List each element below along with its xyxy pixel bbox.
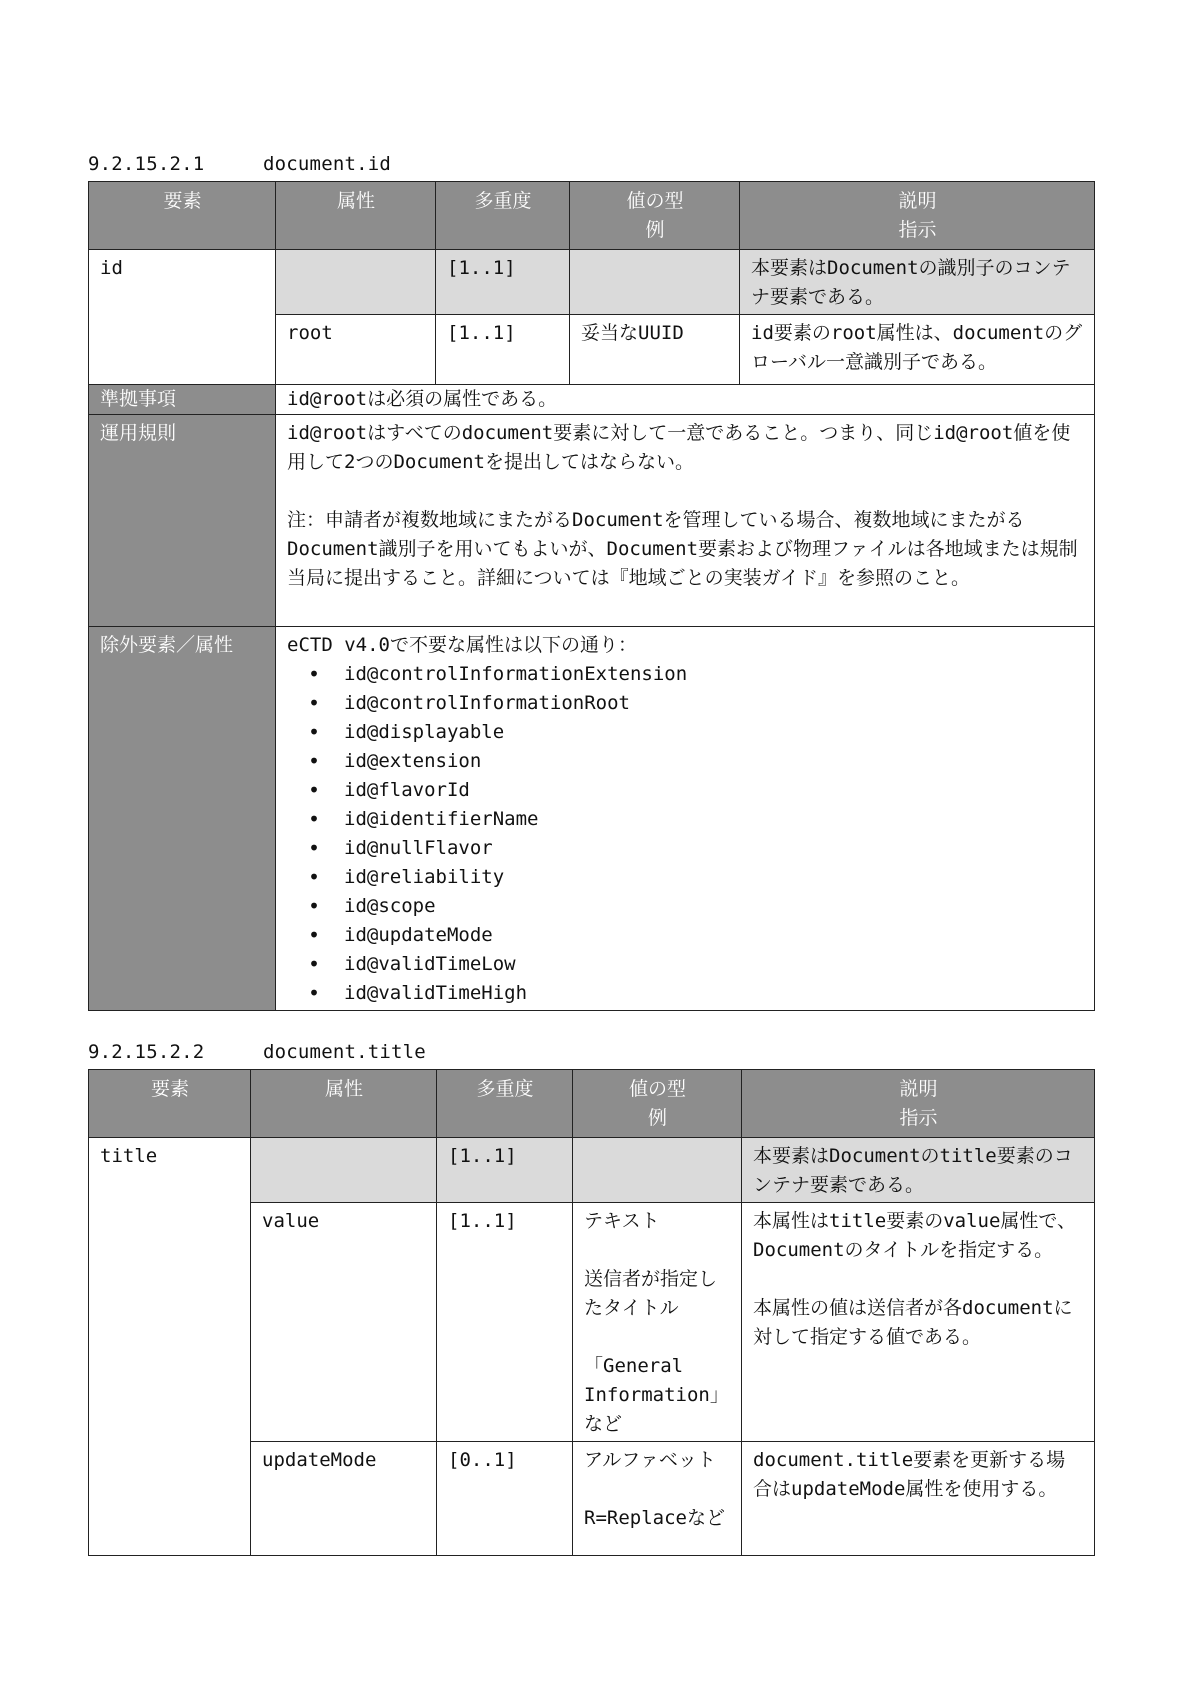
list-item: • id@identifierName (344, 805, 1084, 834)
rules-paragraph: id@rootはすべてのdocument要素に対して一意であること。つまり、同じid@root値を使用して2つのDocumentを提出してはならない。 (287, 422, 1071, 473)
list-item: • id@reliability (344, 863, 1084, 892)
header-instruction: 指示 (898, 219, 937, 241)
rules-row (89, 415, 1095, 627)
description-cell: 本要素はDocumentの識別子のコンテナ要素である。 (740, 250, 1095, 315)
value-type: テキスト (584, 1210, 660, 1232)
section-title: document.id (263, 153, 392, 175)
spec-table-document-title (88, 1069, 1095, 1556)
value-cell (573, 1203, 742, 1442)
header-attribute: 属性 (276, 182, 436, 250)
header-instruction: 指示 (899, 1107, 938, 1129)
attribute-cell: value (251, 1203, 437, 1442)
compliance-label: 準拠事項 (89, 385, 276, 415)
attribute-cell: updateMode (251, 1442, 437, 1556)
header-value-example: 例 (647, 1107, 667, 1129)
header-attribute: 属性 (251, 1070, 437, 1138)
compliance-row (89, 385, 1095, 415)
description-cell (742, 1203, 1095, 1442)
header-value (570, 182, 740, 250)
list-item: • id@displayable (344, 718, 1084, 747)
value-cell: 妥当なUUID (570, 315, 740, 385)
description-text: 本属性はtitle要素のvalue属性で、Documentのタイトルを指定する。 (753, 1210, 1077, 1261)
header-element: 要素 (89, 1070, 251, 1138)
cardinality-cell: [1..1] (436, 250, 570, 315)
element-cell: title (89, 1138, 251, 1556)
excluded-intro: eCTD v4.0で不要な属性は以下の通り： (287, 634, 637, 656)
excluded-row (89, 627, 1095, 1011)
value-example: 「General Information」など (584, 1355, 729, 1435)
value-cell (573, 1138, 742, 1203)
attribute-cell: root (276, 315, 436, 385)
rules-note: 注：申請者が複数地域にまたがるDocumentを管理している場合、複数地域にまたがるDocument識別子を用いてもよいが、Document要素および物理ファイルは各地域または規制当局に提出すること。詳細については『地域ごとの実装ガイド』を参照のこと。 (287, 509, 1078, 589)
header-value-example: 例 (645, 219, 665, 241)
excluded-list (287, 660, 1084, 1008)
header-value-type: 値の型 (628, 1078, 686, 1100)
table-header-row (89, 182, 1095, 250)
excluded-content (276, 627, 1095, 1011)
description-text: 本属性の値は送信者が各documentに対して指定する値である。 (753, 1297, 1073, 1348)
value-cell (573, 1442, 742, 1556)
header-desc: 説明 (898, 190, 937, 212)
section-heading (88, 1041, 426, 1063)
table-row (89, 250, 1095, 315)
header-value-type: 値の型 (626, 190, 684, 212)
header-value (573, 1070, 742, 1138)
list-item: • id@validTimeLow (344, 950, 1084, 979)
attribute-cell (251, 1138, 437, 1203)
cardinality-cell: [1..1] (437, 1203, 573, 1442)
table-header-row (89, 1070, 1095, 1138)
header-cardinality: 多重度 (436, 182, 570, 250)
header-desc: 説明 (899, 1078, 938, 1100)
value-cell (570, 250, 740, 315)
list-item: • id@flavorId (344, 776, 1084, 805)
section-heading (88, 153, 391, 175)
header-element: 要素 (89, 182, 276, 250)
list-item: • id@controlInformationRoot (344, 689, 1084, 718)
list-item: • id@extension (344, 747, 1084, 776)
value-example: R=Replaceなど (584, 1507, 725, 1529)
value-example: 送信者が指定したタイトル (584, 1268, 718, 1319)
compliance-text: id@rootは必須の属性である。 (276, 385, 1095, 415)
attribute-cell (276, 250, 436, 315)
value-type: アルファベット (584, 1449, 716, 1471)
list-item: • id@validTimeHigh (344, 979, 1084, 1008)
element-cell: id (89, 250, 276, 385)
description-cell: id要素のroot属性は、documentのグローバル一意識別子である。 (740, 315, 1095, 385)
cardinality-cell: [0..1] (437, 1442, 573, 1556)
list-item: • id@updateMode (344, 921, 1084, 950)
list-item: • id@controlInformationExtension (344, 660, 1084, 689)
description-cell: 本要素はDocumentのtitle要素のコンテナ要素である。 (742, 1138, 1095, 1203)
rules-label: 運用規則 (89, 415, 276, 627)
list-item: • id@nullFlavor (344, 834, 1084, 863)
section-title: document.title (263, 1041, 426, 1063)
header-cardinality: 多重度 (437, 1070, 573, 1138)
excluded-label: 除外要素／属性 (89, 627, 276, 1011)
header-description (742, 1070, 1095, 1138)
spec-table-document-id (88, 181, 1095, 1011)
table-row (89, 1138, 1095, 1203)
rules-text (276, 415, 1095, 627)
description-cell: document.title要素を更新する場合はupdateMode属性を使用する。 (742, 1442, 1095, 1556)
list-item: • id@scope (344, 892, 1084, 921)
cardinality-cell: [1..1] (436, 315, 570, 385)
section-number: 9.2.15.2.2 (88, 1041, 205, 1063)
header-description (740, 182, 1095, 250)
section-number: 9.2.15.2.1 (88, 153, 205, 175)
cardinality-cell: [1..1] (437, 1138, 573, 1203)
